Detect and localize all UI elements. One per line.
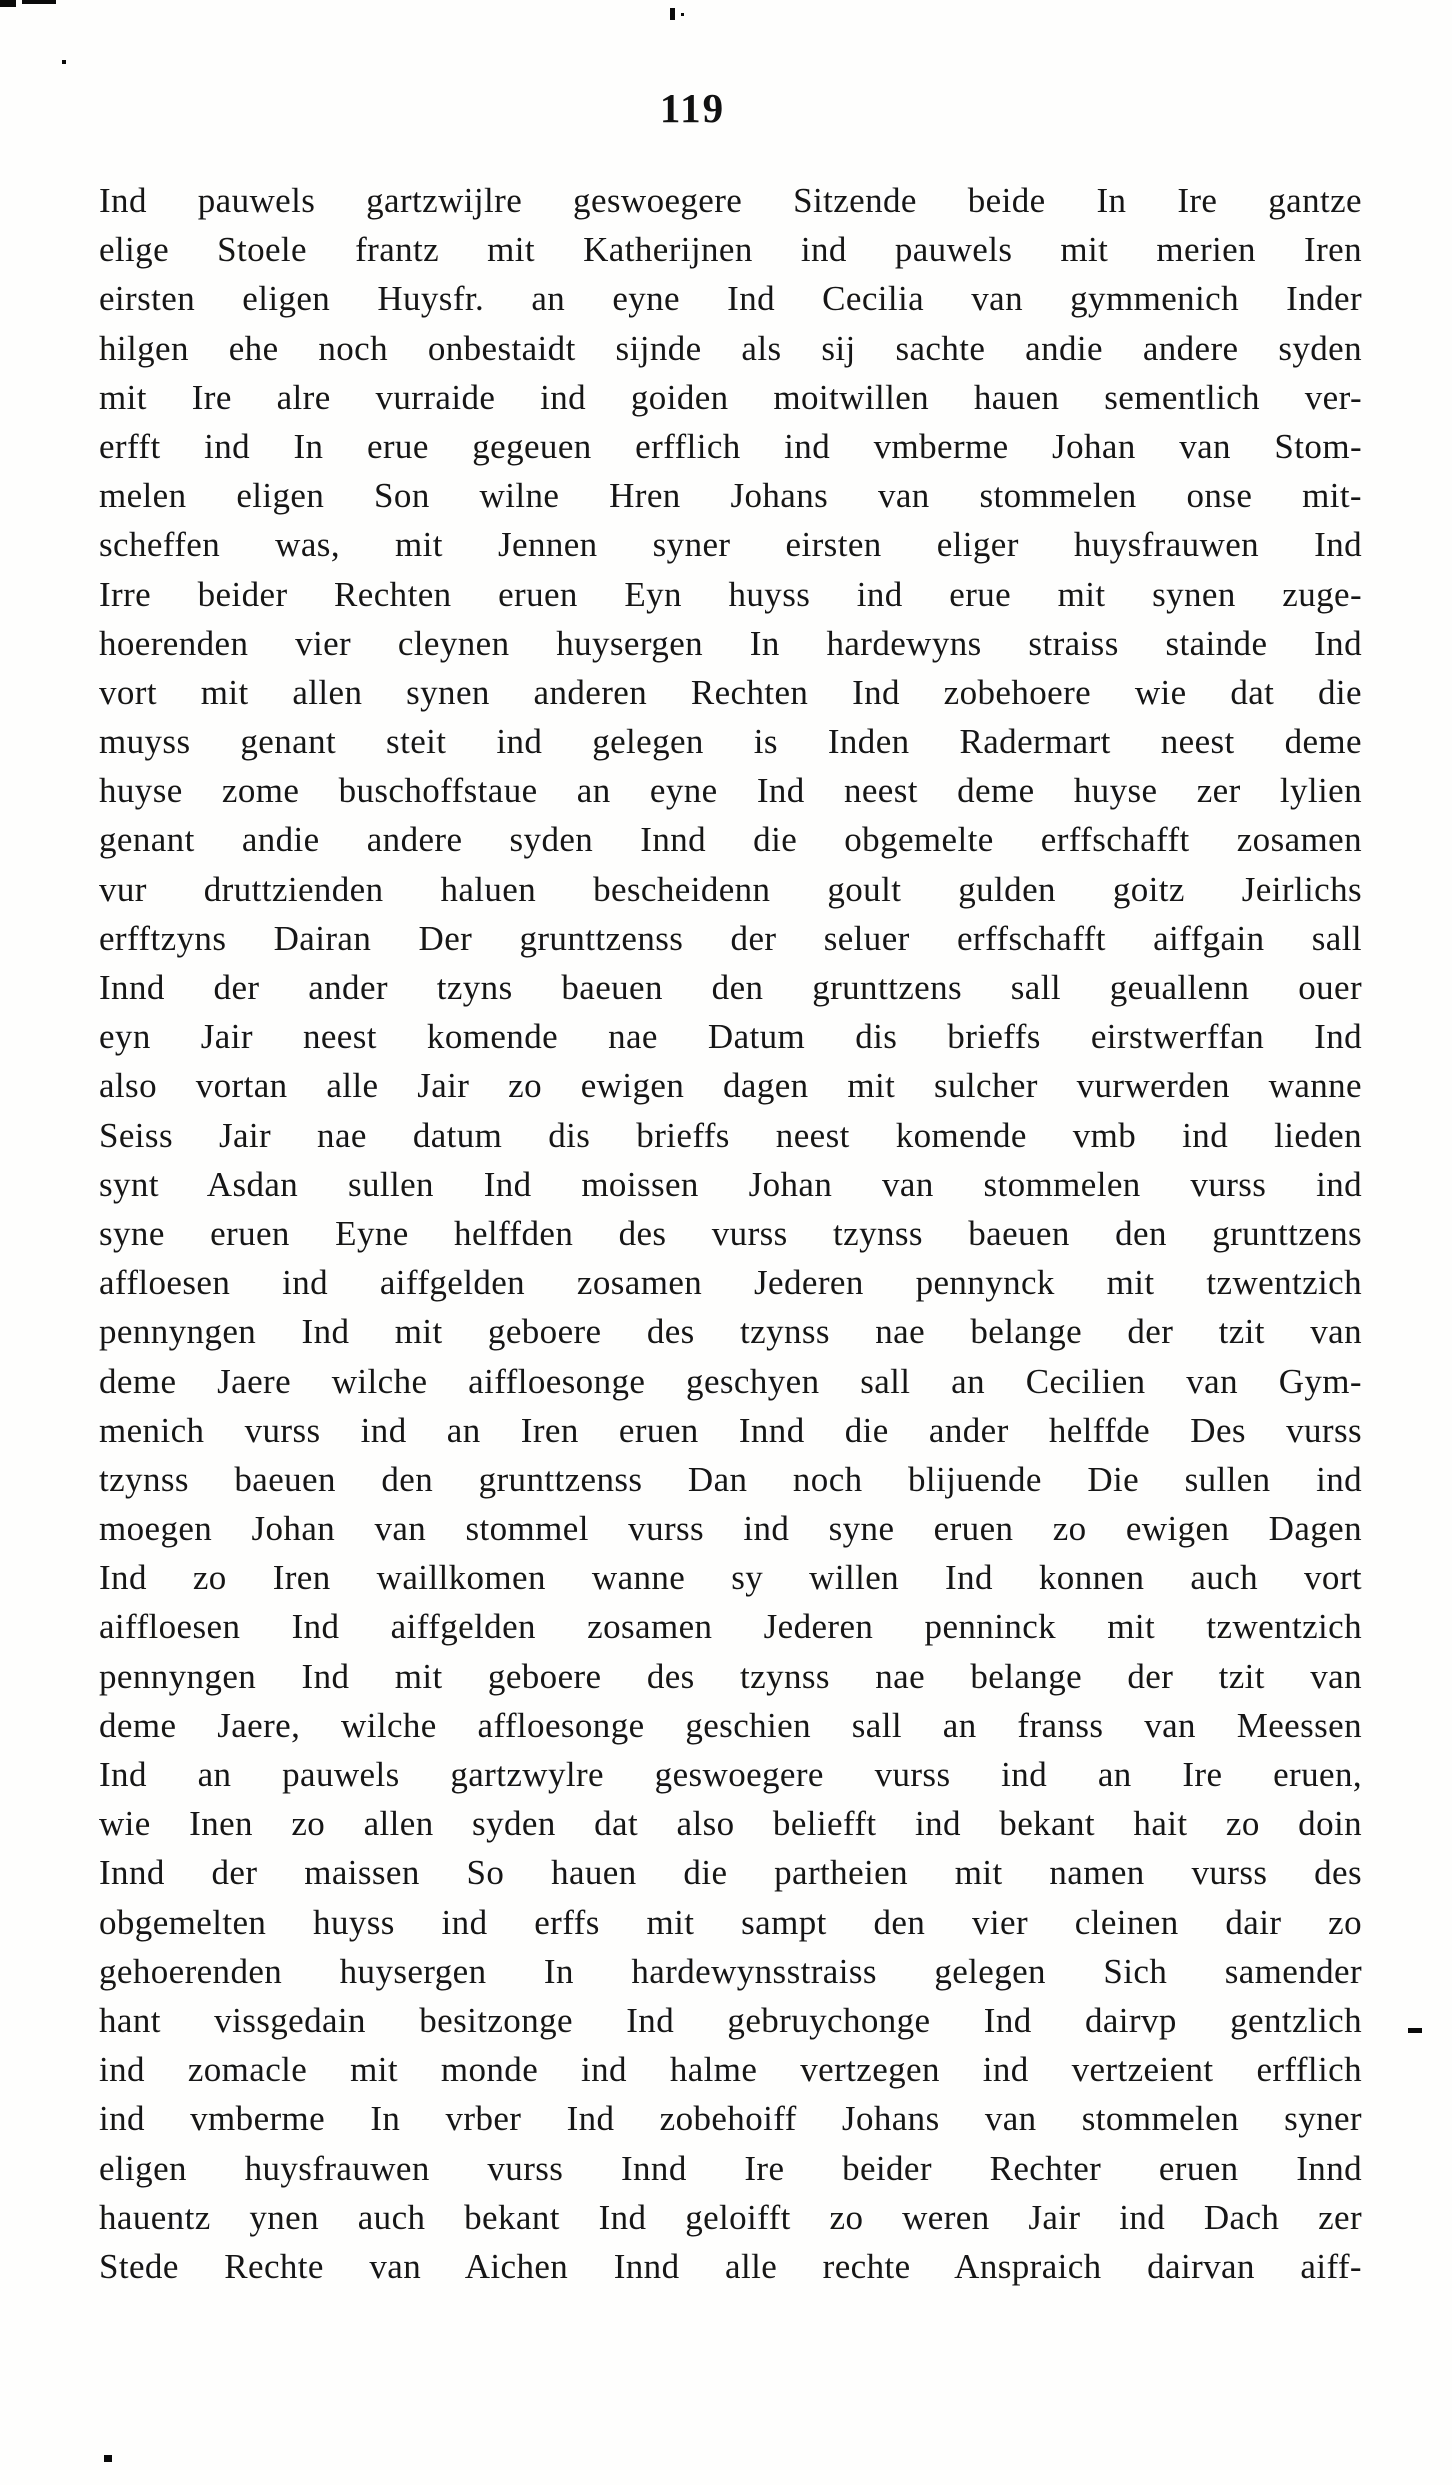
scan-artifact-margin-dash [1408,2028,1422,2033]
text-line: eyn Jair neest komende nae Datum dis brieffs eirstwerffan Ind [99,1017,1362,1057]
text-line: synt Asdan sullen Ind moissen Johan van stommelen vurss ind [99,1164,1362,1204]
scan-artifact-speck [681,13,684,16]
text-line: Seiss Jair nae datum dis brieffs neest komende vmb ind lieden [99,1115,1362,1155]
text-line: genant andie andere syden Innd die obgemelte erffschafft zosamen [99,820,1362,860]
text-line: hauentz ynen auch bekant Ind geloifft zo weren Jair ind Dach zer [99,2197,1362,2237]
text-line: also vortan alle Jair zo ewigen dagen mit sulcher vurwerden wanne [99,1066,1362,1106]
page-number: 119 [659,85,726,131]
scan-artifact-corner-mark [0,0,16,7]
text-line: moegen Johan van stommel vurss ind syne eruen zo ewigen Dagen [99,1509,1362,1549]
text-line: wie Inen zo allen syden dat also beliefft ind bekant hait zo doin [99,1804,1362,1844]
text-line: eligen huysfrauwen vurss Innd Ire beider Rechter eruen Innd [99,2148,1362,2188]
text-line: hant vissgedain besitzonge Ind gebruychonge Ind dairvp gentzlich [99,2000,1362,2040]
scan-artifact-dot [62,60,66,64]
text-line: obgemelten huyss ind erffs mit sampt den vier cleinen dair zo [99,1902,1362,1942]
text-line: tzynss baeuen den grunttzenss Dan noch blijuende Die sullen ind [99,1459,1362,1499]
text-line: vur druttzienden haluen bescheidenn goult gulden goitz Jeirlichs [99,869,1362,909]
body-text [99,176,1362,2291]
text-line: Stede Rechte van Aichen Innd alle rechte Anspraich dairvan aiff- [99,2246,1362,2286]
text-line: ind vmberme In vrber Ind zobehoiff Johans van stommelen syner [99,2099,1362,2139]
text-line: elige Stoele frantz mit Katherijnen ind pauwels mit merien Iren [99,230,1362,270]
text-line: mit Ire alre vurraide ind goiden moitwillen hauen sementlich ver- [99,377,1362,417]
text-line: erfft ind In erue gegeuen erfflich ind vmberme Johan van Stom- [99,426,1362,466]
text-line: Ind an pauwels gartzwylre geswoegere vurss ind an Ire eruen, [99,1755,1362,1794]
text-line: hilgen ehe noch onbestaidt sijnde als sij sachte andie andere syden [99,328,1362,368]
text-line: eirsten eligen Huysfr. an eyne Ind Cecilia van gymmenich Inder [99,279,1362,319]
scan-artifact-bottom-dot [104,2455,112,2462]
text-line: Ind pauwels gartzwijlre geswoegere Sitzende beide In Ire gantze [99,181,1362,220]
text-line: menich vurss ind an Iren eruen Innd die ander helffde Des vurss [99,1410,1362,1450]
text-line: affloesen ind aiffgelden zosamen Jederen pennynck mit tzwentzich [99,1263,1362,1303]
text-line: aiffloesen Ind aiffgelden zosamen Jederen penninck mit tzwentzich [99,1607,1362,1647]
scan-artifact-speck [670,8,675,20]
text-line: muyss genant steit ind gelegen is Inden Radermart neest deme [99,722,1362,762]
text-line: gehoerenden huysergen In hardewynsstraiss gelegen Sich samender [99,1951,1362,1991]
text-line: pennyngen Ind mit geboere des tzynss nae belange der tzit van [99,1656,1362,1696]
text-line: Ind zo Iren waillkomen wanne sy willen Ind konnen auch vort [99,1558,1362,1598]
text-line: Innd der maissen So hauen die partheien mit namen vurss des [99,1853,1362,1893]
text-line: deme Jaere wilche aiffloesonge geschyen sall an Cecilien van Gym- [99,1361,1362,1401]
text-line: hoerenden vier cleynen huysergen In hardewyns straiss stainde Ind [99,623,1362,663]
text-line: huyse zome buschoffstaue an eyne Ind neest deme huyse zer lylien [99,771,1362,811]
text-line: vort mit allen synen anderen Rechten Ind zobehoere wie dat die [99,672,1362,712]
text-line: syne eruen Eyne helffden des vurss tzynss baeuen den grunttzens [99,1213,1362,1253]
text-line: melen eligen Son wilne Hren Johans van stommelen onse mit- [99,476,1362,516]
text-line: Irre beider Rechten eruen Eyn huyss ind erue mit synen zuge- [99,574,1362,614]
scan-artifact-top-line [22,0,56,4]
text-line: deme Jaere, wilche affloesonge geschien sall an franss van Meessen [99,1705,1362,1745]
text-line: erfftzyns Dairan Der grunttzenss der seluer erffschafft aiffgain sall [99,918,1362,958]
text-line: pennyngen Ind mit geboere des tzynss nae belange der tzit van [99,1312,1362,1352]
text-line: scheffen was, mit Jennen syner eirsten eliger huysfrauwen Ind [99,525,1362,565]
text-line: Innd der ander tzyns baeuen den grunttzens sall geuallenn ouer [99,968,1362,1007]
text-line: ind zomacle mit monde ind halme vertzegen ind vertzeient erfflich [99,2050,1362,2090]
